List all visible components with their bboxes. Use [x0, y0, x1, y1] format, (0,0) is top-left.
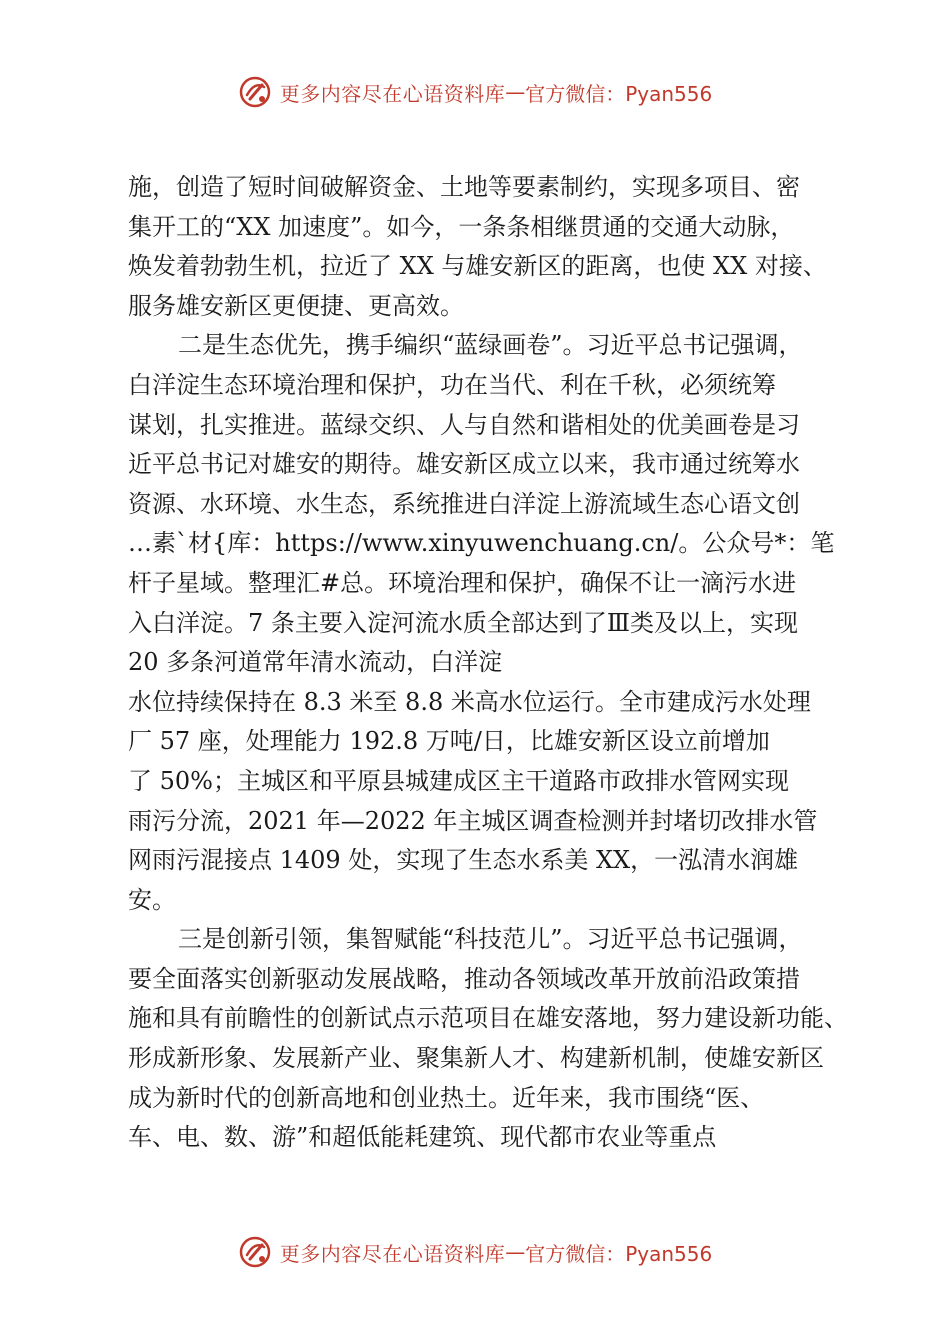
body-line: 集开工的“XX 加速度”。如今，一条条相继贯通的交通大动脉，: [128, 212, 795, 241]
body-line: 杆子星域。整理汇#总。环境治理和保护，确保不让一滴污水进: [128, 568, 797, 597]
footer-banner-wechat: 官方微信：Pyan556: [525, 1241, 713, 1266]
body-line: 谋划，扎实推进。蓝绿交织、人与自然和谐相处的优美画卷是习: [128, 410, 800, 439]
footer-banner: [0, 1230, 950, 1274]
body-line: …素`材{库：https://www.xinyuwenchuang.cn/。公众号*：笔: [128, 529, 835, 558]
header-banner-text: 更多内容尽在心语资料库: [279, 81, 506, 106]
body-line: 20 多条河道常年清水流动，白洋淀: [128, 648, 503, 677]
paragraph-heading-line: 二是生态优先，携手编织“蓝绿画卷”。习近平总书记强调，: [178, 331, 803, 360]
body-line: 入白洋淀。7 条主要入淀河流水质全部达到了Ⅲ类及以上，实现: [128, 608, 799, 637]
body-line: 雨污分流，2021 年—2022 年主城区调查检测并封堵切改排水管: [128, 806, 818, 835]
footer-banner-separator: —: [505, 1240, 526, 1264]
header-banner-separator: —: [505, 80, 526, 104]
body-line: 网雨污混接点 1409 处，实现了生态水系美 XX，一泓清水润雄: [128, 846, 799, 875]
body-line: 资源、水环境、水生态，系统推进白洋淀上游流域生态心语文创: [128, 489, 800, 518]
xinyu-logo-icon: [238, 1235, 272, 1269]
body-line: 施和具有前瞻性的创新试点示范项目在雄安落地，努力建设新功能、: [128, 1004, 848, 1033]
body-line: 厂 57 座，处理能力 192.8 万吨/日，比雄安新区设立前增加: [128, 727, 770, 756]
body-line: 成为新时代的创新高地和创业热土。近年来，我市围绕“医、: [128, 1083, 765, 1112]
body-line: 安。: [128, 885, 176, 914]
body-line: 焕发着勃勃生机，拉近了 XX 与雄安新区的距离，也使 XX 对接、: [128, 252, 827, 281]
footer-banner-text: 更多内容尽在心语资料库: [279, 1241, 506, 1266]
header-banner: [0, 70, 950, 114]
paragraph-heading-line: 三是创新引领，集智赋能“科技范儿”。习近平总书记强调，: [178, 925, 803, 954]
body-line: 水位持续保持在 8.3 米至 8.8 米高水位运行。全市建成污水处理: [128, 687, 811, 716]
body-line: 形成新形象、发展新产业、聚集新人才、构建新机制，使雄安新区: [128, 1044, 824, 1073]
body-line: 要全面落实创新驱动发展战略，推动各领域改革开放前沿政策措: [128, 964, 800, 993]
body-line: 近平总书记对雄安的期待。雄安新区成立以来，我市通过统筹水: [128, 450, 800, 479]
document-body: [128, 168, 858, 1158]
body-line: 白洋淀生态环境治理和保护，功在当代、利在千秋，必须统筹: [128, 370, 776, 399]
body-line: 车、电、数、游”和超低能耗建筑、现代都市农业等重点: [128, 1123, 717, 1152]
body-line: 了 50%；主城区和平原县城建成区主干道路市政排水管网实现: [128, 766, 789, 795]
header-banner-wechat: 官方微信：Pyan556: [525, 81, 713, 106]
body-line: 施，创造了短时间破解资金、土地等要素制约，实现多项目、密: [128, 173, 800, 201]
body-line: 服务雄安新区更便捷、更高效。: [128, 291, 464, 320]
xinyu-logo-icon: [238, 75, 272, 109]
